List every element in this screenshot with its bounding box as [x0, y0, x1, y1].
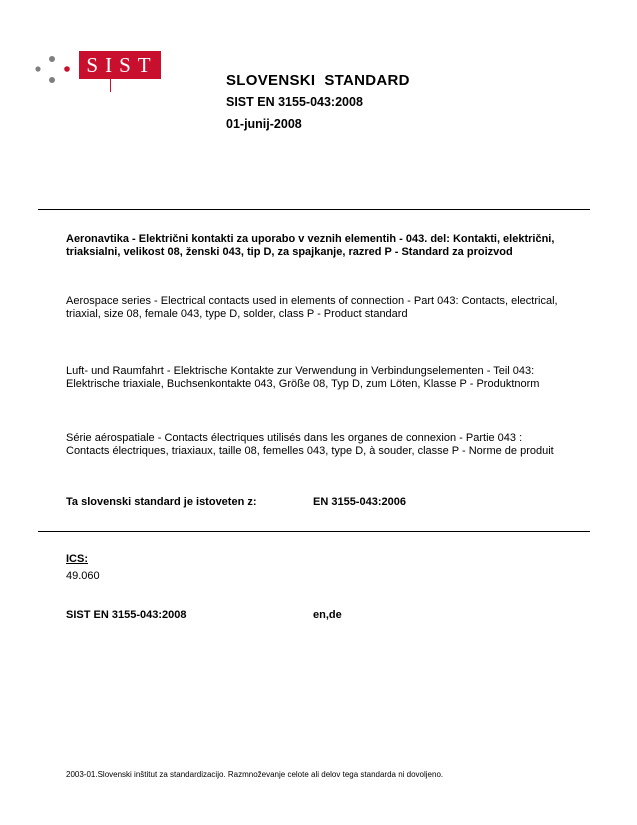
sist-logo: SIST [79, 51, 161, 79]
ics-value: 49.060 [66, 570, 100, 582]
equivalence-value: EN 3155-043:2006 [313, 496, 406, 508]
equivalence-label: Ta slovenski standard je istoveten z: [66, 496, 257, 508]
top-divider [38, 209, 590, 210]
languages: en,de [313, 609, 342, 621]
title-english: Aerospace series - Electrical contacts used in elements of connection - Part 043: Contacts, electrical, triaxial, size 08, female 043, type D, solder, class P - Product standard [66, 295, 558, 320]
logo-divider [110, 79, 111, 92]
standard-code: SIST EN 3155-043:2008 [226, 95, 363, 109]
bottom-standard-code: SIST EN 3155-043:2008 [66, 609, 187, 621]
copyright-footer: 2003-01.Slovenski inštitut za standardizacijo. Razmnoževanje celote ali delov tega standarda ni dovoljeno. [66, 770, 444, 779]
middle-divider [38, 531, 590, 532]
logo-dots-icon [34, 54, 70, 84]
publication-date: 01-junij-2008 [226, 117, 302, 131]
document-type-title: SLOVENSKI STANDARD [226, 72, 410, 89]
title-german: Luft- und Raumfahrt - Elektrische Kontakte zur Verwendung in Verbindungselementen - Teil 043: Elektrische triaxiale, Buchsenkontakte 043, Größe 08, Typ D, zum Löten, Klasse P - Produktnorm [66, 365, 540, 390]
ics-label: ICS: [66, 553, 88, 565]
title-french: Série aérospatiale - Contacts électriques utilisés dans les organes de connexion - Partie 043 : Contacts électriques, triaxiaux, taille 08, femelles 043, type D, à souder, classe P - Norme de produit [66, 432, 554, 457]
title-slovenian: Aeronavtika - Električni kontakti za uporabo v veznih elementih - 043. del: Kontakti, električni, triaksialni, velikost 08, ženski 043, tip D, za spajkanje, razred P - Standard za proizvod [66, 233, 555, 258]
